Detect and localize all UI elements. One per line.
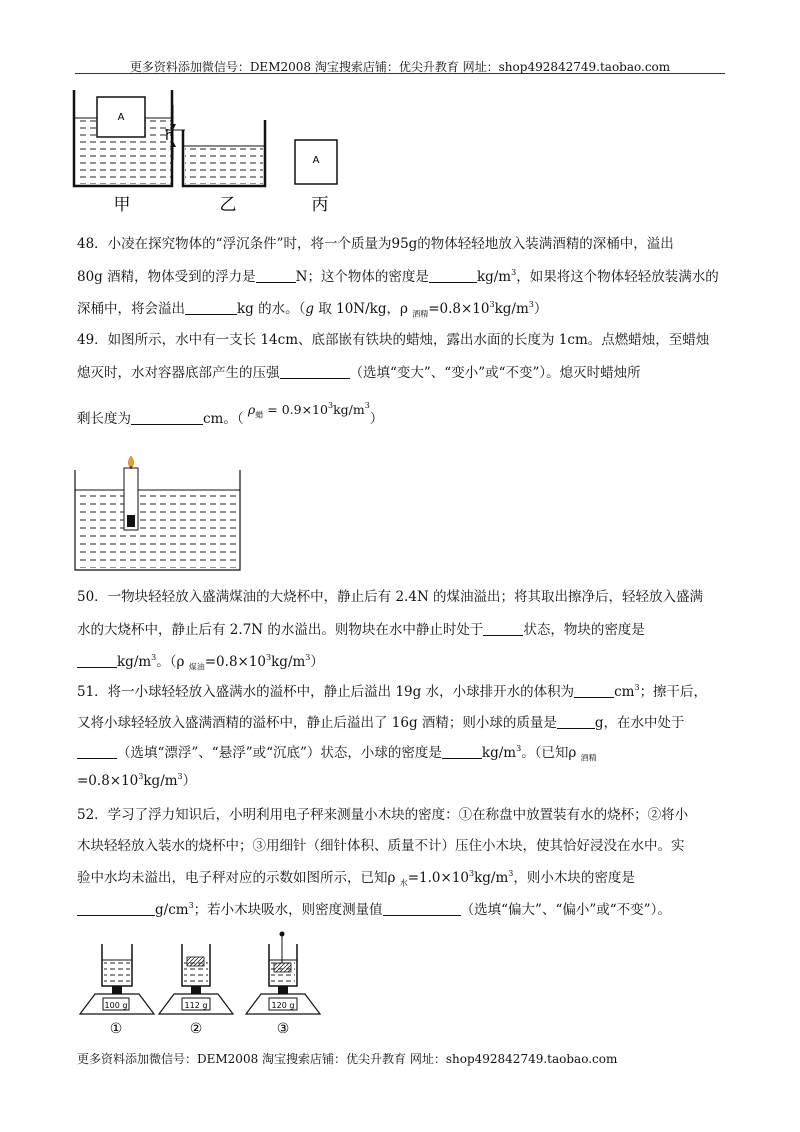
scale-2 [159,944,233,1037]
q48-line1: 48．小凌在探究物体的“浮沉条件”时，将一个质量为95g的物体轻轻地放入装满酒精的深桶中，溢出 [77,236,674,252]
svg-text:100 g: 100 g [104,1001,128,1010]
q51-blank-mass[interactable] [557,716,595,729]
figure-electronic-scales [70,930,330,1040]
q51-blank-volume[interactable] [574,685,614,698]
block-a-alone [295,140,337,184]
container-yi [183,120,265,186]
q48-blank-buoyancy[interactable] [256,270,296,283]
q51-blank-state[interactable] [77,746,117,759]
q52-line4: $g/cm^3$；若小木块吸水，则密度测量值 （选填“偏大”、“偏小”或“不变”）。 [77,903,671,918]
page-header: 更多资料添加微信号：DEM2008 淘宝搜索店铺：优尖升教育 网址：shop492842749.taobao.com [129,60,671,74]
svg-text:A: A [117,112,125,123]
scale-1 [80,944,154,1037]
q51-line4: $=0.8\times 10^3kg/m^3$） [77,772,197,789]
q51-blank-density[interactable] [442,746,482,759]
container-jia [74,90,172,186]
q48-line2: 80g 酒精，物体受到的浮力是 N；这个物体的密度是 $kg/m^3$，如果将这个物体轻轻放装满水的 [77,268,719,285]
q52-line1: 52．学习了浮力知识后，小明利用电子秤来测量小木块的密度：①在称盘中放置装有水的烧杯；②将小 [77,807,689,823]
q50-line3: $kg/m^3$。（ρ $_{煤油}=0.8\times 10^3kg/m^3$） [77,655,324,670]
q52-line3: 验中水均未溢出，电子秤对应的示数如图所示，已知ρ $_水=1.0\times 10^3kg/m^3$，则小木块的密度是 [77,869,635,888]
scale-3 [246,932,320,1038]
q48-line3: 深桶中，将会溢出 kg 的水。（g 取 10N/kg，ρ $_{酒精}=0.8\times 10^3kg/m^3$） [77,300,548,319]
svg-text:112 g: 112 g [184,1001,208,1010]
svg-text:h: h [165,128,174,144]
q49-blank-length[interactable] [131,412,203,425]
q51-line3: （选填“漂浮”、“悬浮”或“沉底”）状态，小球的密度是 $kg/m^3$。（已知ρ $_{酒精}$ [77,746,597,761]
caption-bing: 丙 [311,195,329,215]
q52-blank-wood-density[interactable] [77,903,155,916]
q49-line2: 熄灭时，水对容器底部产生的压强 （选填“变大”、“变小”或“不变”）。熄灭时蜡烛所 [77,365,641,381]
header-divider [75,73,725,74]
svg-text:①: ① [109,1021,123,1037]
q51-line2: 又将小球轻轻放入盛满酒精的溢杯中，静止后溢出了 16g 酒精；则小球的质量是 g，在水中处于 [77,715,685,731]
figure-candle-in-water [70,452,270,572]
q52-line2: 木块轻轻放入装水的烧杯中；③用细针（细针体积、质量不计）压住小木块，使其恰好浸没在水中。实 [77,838,685,854]
svg-text:120 g: 120 g [271,1001,295,1010]
q50-line2: 水的大烧杯中，静止后有 2.7N 的水溢出。则物块在水中静止时处于 状态，物块的密度是 [77,622,645,638]
iron-block [127,515,135,527]
q51-line1: 51．将一小球轻轻放入盛满水的溢杯中，静止后溢出 19g 水，小球排开水的体积为 $cm^3$；擦干后， [77,683,708,700]
caption-yi: 乙 [219,195,237,215]
q49-line3: 剩长度为 cm。（ $\rho_蜡 = 0.9\times 10^3kg/m^3$） [77,401,384,427]
q50-blank-density[interactable] [77,655,117,668]
q50-line1: 50．一物块轻轻放入盛满煤油的大烧杯中，静止后有 2.4N 的煤油溢出；将其取出擦净后，轻轻放入盛满 [77,589,704,605]
caption-jia: 甲 [113,195,131,215]
svg-text:③: ③ [276,1021,290,1037]
page-footer: 更多资料添加微信号：DEM2008 淘宝搜索店铺：优尖升教育 网址：shop492842749.taobao.com [77,1052,618,1066]
q52-blank-measurement[interactable] [383,903,461,916]
svg-text:A: A [312,155,320,166]
q48-blank-density[interactable] [429,270,477,283]
q49-line1: 49．如图所示，水中有一支长 14cm、底部嵌有铁块的蜡烛，露出水面的长度为 1cm。点燃蜡烛，至蜡烛 [77,332,710,348]
svg-text:②: ② [189,1021,203,1037]
q48-blank-water-mass[interactable] [185,302,237,315]
q49-blank-pressure[interactable] [280,366,350,379]
figure-containers-jia-yi-bing [0,90,800,220]
q50-blank-state[interactable] [483,623,523,636]
